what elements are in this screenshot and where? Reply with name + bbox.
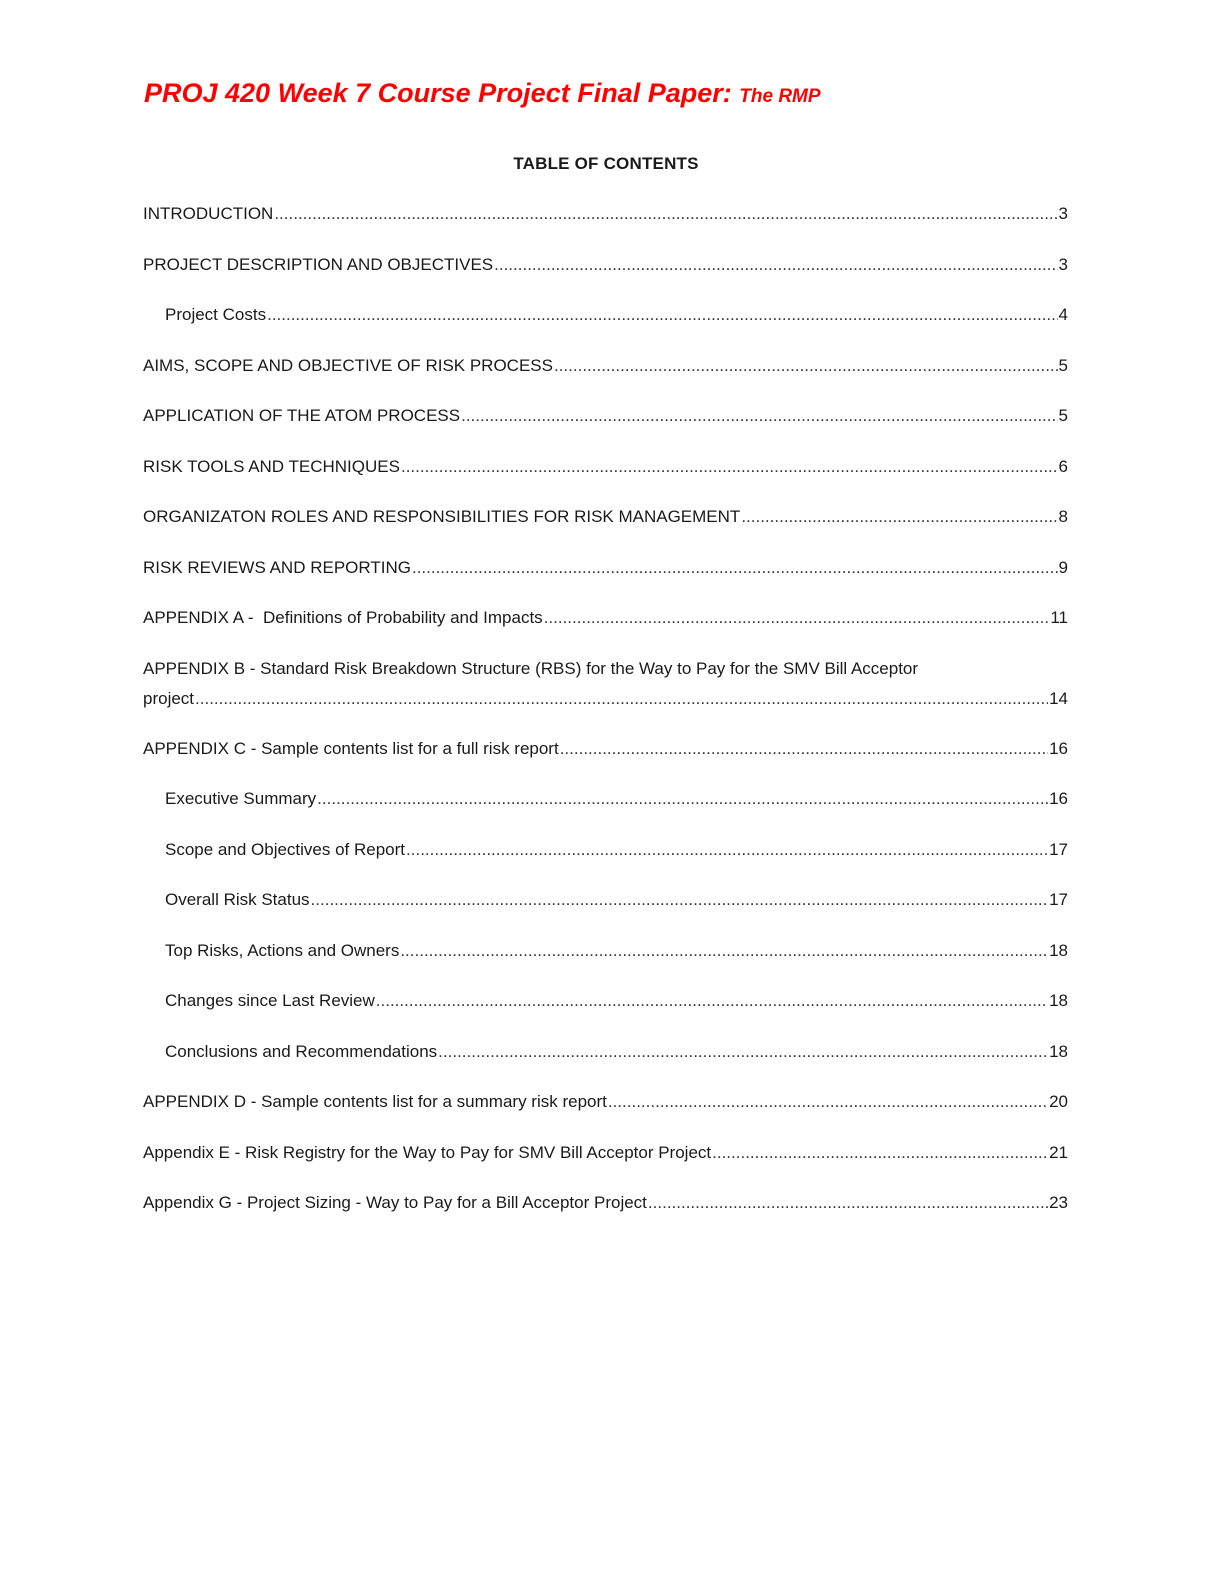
dot-leader xyxy=(376,989,1048,1013)
toc-entry-appendix-a[interactable] xyxy=(143,606,1068,630)
toc-entry-title: Overall Risk Status xyxy=(165,890,310,909)
toc-page-number: 11 xyxy=(1050,608,1068,627)
document-title-main: PROJ 420 Week 7 Course Project Final Paper: xyxy=(144,78,732,108)
toc-page-number: 16 xyxy=(1049,789,1068,808)
dot-leader xyxy=(317,787,1048,811)
toc-page-number: 17 xyxy=(1049,840,1068,859)
toc-entry-title: APPENDIX B - Standard Risk Breakdown Structure (RBS) for the Way to Pay for the SMV Bill Acceptor xyxy=(143,659,919,678)
dot-leader xyxy=(544,606,1050,630)
toc-entry-appendix-c[interactable] xyxy=(143,737,1068,761)
toc-entry-title: APPENDIX A - Definitions of Probability and Impacts xyxy=(143,608,543,627)
toc-page-number: 9 xyxy=(1058,558,1068,577)
toc-page-number: 3 xyxy=(1058,255,1068,274)
toc-entry-appendix-e[interactable] xyxy=(143,1141,1068,1165)
toc-entry-risk-tools[interactable] xyxy=(143,455,1068,479)
toc-page-number: 18 xyxy=(1049,991,1068,1010)
toc-page-number: 18 xyxy=(1049,941,1068,960)
toc-entry-title: Project Costs xyxy=(165,305,267,324)
toc-entry-executive-summary[interactable] xyxy=(165,787,1068,811)
toc-entry-title: Executive Summary xyxy=(165,789,317,808)
toc-page-number: 16 xyxy=(1049,739,1068,758)
dot-leader xyxy=(438,1040,1048,1064)
dot-leader xyxy=(267,303,1057,327)
toc-page-number: 18 xyxy=(1049,1042,1068,1061)
dot-leader xyxy=(648,1191,1048,1215)
dot-leader xyxy=(494,253,1057,277)
toc-entry-appendix-b[interactable] xyxy=(143,657,1068,711)
dot-leader xyxy=(406,838,1048,862)
toc-heading: TABLE OF CONTENTS xyxy=(513,154,699,173)
dot-leader xyxy=(311,888,1049,912)
dot-leader xyxy=(554,354,1058,378)
toc-entry-conclusions[interactable] xyxy=(165,1040,1068,1064)
toc-page-number: 4 xyxy=(1058,305,1068,324)
toc-page-number: 8 xyxy=(1058,507,1068,526)
toc-page-number: 14 xyxy=(1049,689,1068,708)
dot-leader xyxy=(712,1141,1048,1165)
dot-leader xyxy=(195,687,1048,711)
toc-entry-project-costs[interactable] xyxy=(165,303,1068,327)
dot-leader xyxy=(274,202,1057,226)
toc-page-number: 23 xyxy=(1049,1193,1068,1212)
dot-leader xyxy=(412,556,1058,580)
toc-entry-continuation xyxy=(143,687,1068,711)
document-subtitle: The RMP xyxy=(739,86,821,107)
toc-entry-title: APPENDIX D - Sample contents list for a summary risk report xyxy=(143,1092,607,1111)
toc-entry-risk-reviews[interactable] xyxy=(143,556,1068,580)
toc-entry-atom-process[interactable] xyxy=(143,404,1068,428)
dot-leader xyxy=(401,455,1058,479)
toc-entry-title: APPLICATION OF THE ATOM PROCESS xyxy=(143,406,461,425)
toc-entry-title: AIMS, SCOPE AND OBJECTIVE OF RISK PROCESS xyxy=(143,356,553,375)
toc-page-number: 5 xyxy=(1058,356,1068,375)
dot-leader xyxy=(608,1090,1048,1114)
toc-entry-title: APPENDIX C - Sample contents list for a full risk report xyxy=(143,739,559,758)
toc-entry-title: PROJECT DESCRIPTION AND OBJECTIVES xyxy=(143,255,494,274)
toc-entry-organization-roles[interactable] xyxy=(143,505,1068,529)
toc-entry-title: Scope and Objectives of Report xyxy=(165,840,406,859)
toc-entry-introduction[interactable] xyxy=(143,202,1068,226)
toc-entry-top-risks[interactable] xyxy=(165,939,1068,963)
toc-entry-changes-since-review[interactable] xyxy=(165,989,1068,1013)
toc-entry-title: Appendix G - Project Sizing - Way to Pay for a Bill Acceptor Project xyxy=(143,1193,647,1212)
toc-entry-title: INTRODUCTION xyxy=(143,204,274,223)
toc-entry-overall-risk-status[interactable] xyxy=(165,888,1068,912)
dot-leader xyxy=(400,939,1048,963)
toc-page-number: 6 xyxy=(1058,457,1068,476)
toc-entry-title: Top Risks, Actions and Owners xyxy=(165,941,400,960)
toc-page-number: 5 xyxy=(1058,406,1068,425)
toc-entry-title: Changes since Last Review xyxy=(165,991,375,1010)
toc-page-number: 21 xyxy=(1049,1143,1068,1162)
toc-entry-appendix-d[interactable] xyxy=(143,1090,1068,1114)
toc-entry-scope-objectives-report[interactable] xyxy=(165,838,1068,862)
toc-page-number: 3 xyxy=(1058,204,1068,223)
toc-entry-appendix-g[interactable] xyxy=(143,1191,1068,1215)
toc-entry-title: RISK REVIEWS AND REPORTING xyxy=(143,558,411,577)
dot-leader xyxy=(461,404,1057,428)
toc-page-number: 17 xyxy=(1049,890,1068,909)
toc-entry-project-description[interactable] xyxy=(143,253,1068,277)
toc-entry-title: RISK TOOLS AND TECHNIQUES xyxy=(143,457,400,476)
dot-leader xyxy=(560,737,1048,761)
toc-entry-title-continued: project xyxy=(143,689,195,708)
toc-entry-title: ORGANIZATON ROLES AND RESPONSIBILITIES FOR RISK MANAGEMENT xyxy=(143,507,741,526)
toc-entry-aims-scope[interactable] xyxy=(143,354,1068,378)
toc-entry-title: Conclusions and Recommendations xyxy=(165,1042,438,1061)
toc-entry-title: Appendix E - Risk Registry for the Way to Pay for SMV Bill Acceptor Project xyxy=(143,1143,712,1162)
toc-page-number: 20 xyxy=(1049,1092,1068,1111)
dot-leader xyxy=(741,505,1057,529)
